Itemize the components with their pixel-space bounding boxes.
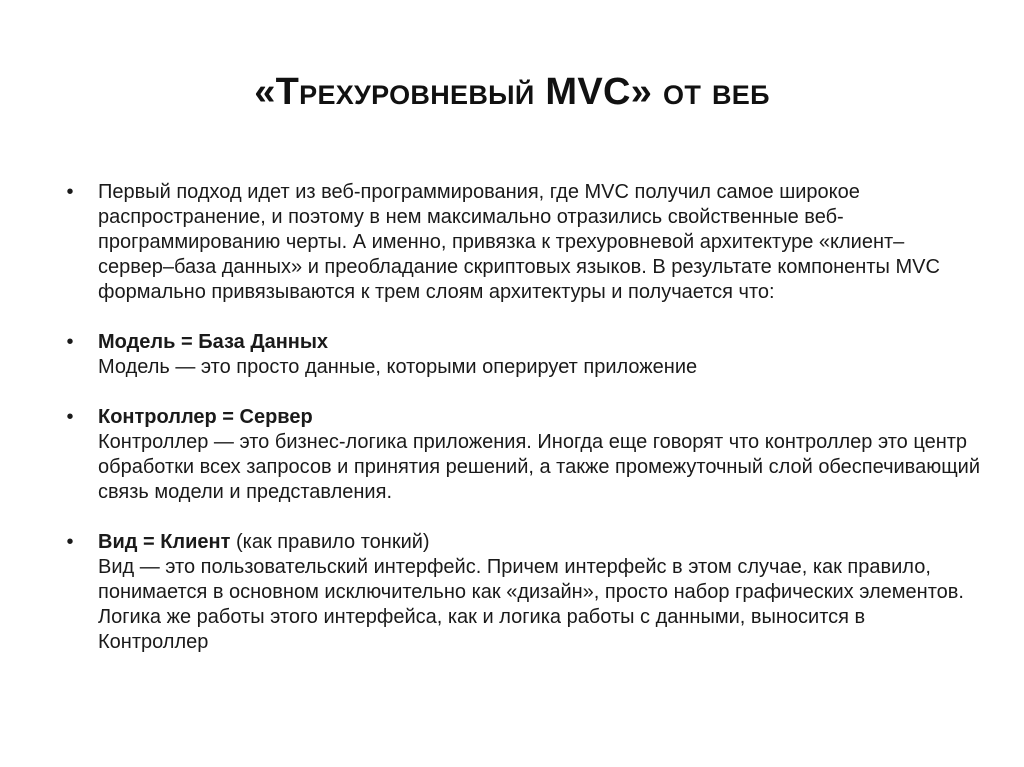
bullet-icon: •: [66, 331, 74, 353]
bullet-intro: [60, 180, 980, 305]
bullet-view: [60, 530, 980, 655]
intro-text: Первый подход идет из веб-программирования, где MVC получил самое широкое распространение, и поэтому в нем максимально отразились свойственные веб-программированию черты. А именно, привязка к трехуровневой архитектуре «клиент–сервер–база данных» и преобладание скриптовых языков. В результате компоненты MVC формально привязываются к трем слоям архитектуры и получается что:: [98, 181, 940, 303]
controller-description: Контроллер — это бизнес-логика приложения. Иногда еще говорят что контроллер это центр обработки всех запросов и принятия решений, а также промежуточный слой обеспечивающий связь модели и представления.: [98, 431, 980, 503]
slide-title: «Трехуровневый MVC» от веб: [254, 71, 770, 113]
view-heading: Вид = Клиент: [98, 531, 231, 553]
view-heading-note: (как правило тонкий): [230, 531, 430, 553]
bullet-model: [60, 330, 980, 380]
model-heading: Модель = База Данных: [98, 331, 329, 353]
view-heading-line: [98, 530, 980, 555]
view-description: Вид — это пользовательский интерфейс. Причем интерфейс в этом случае, как правило, понимается в основном исключительно как «дизайн», просто набор графических элементов. Логика же работы этого интерфейса, как и логика работы с данными, выносится в Контроллер: [98, 556, 964, 653]
bullet-icon: •: [66, 531, 74, 553]
bullet-icon: •: [66, 181, 74, 203]
model-description: Модель — это просто данные, которыми оперирует приложение: [98, 356, 698, 378]
bullet-controller: [60, 405, 980, 505]
slide-body: [60, 180, 980, 680]
controller-heading: Контроллер = Сервер: [98, 406, 313, 428]
bullet-icon: •: [66, 406, 74, 428]
